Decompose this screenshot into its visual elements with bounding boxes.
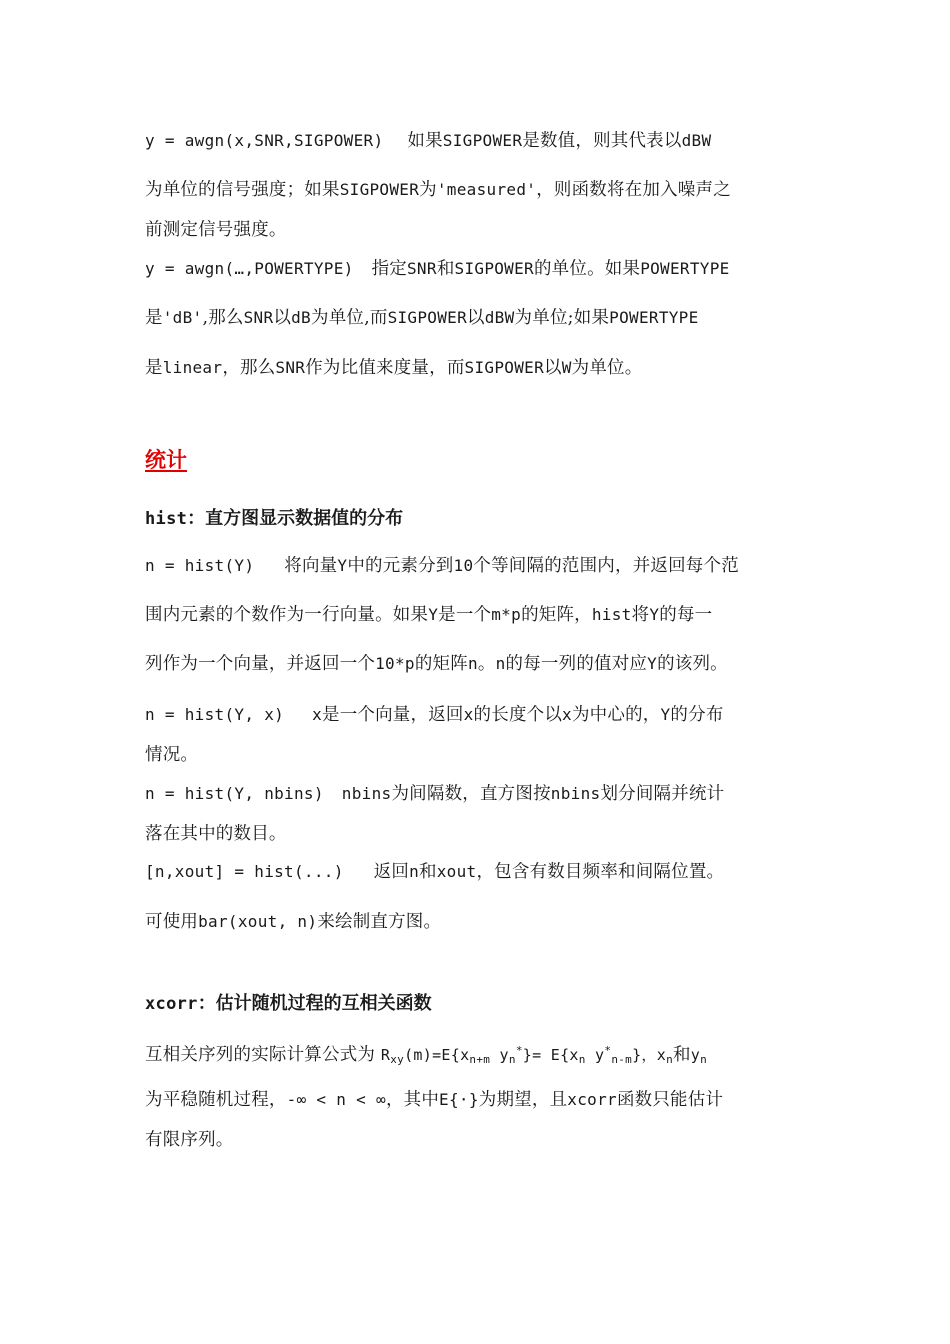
formula-sup: * bbox=[515, 1044, 523, 1057]
code-span: x bbox=[463, 705, 474, 724]
code-span: xout bbox=[436, 862, 477, 881]
code-span: SNR bbox=[407, 259, 437, 278]
text-span: ，则函数将在加入噪声之 bbox=[536, 180, 731, 200]
text-span: 将 bbox=[631, 605, 650, 625]
code-span: n bbox=[467, 654, 478, 673]
text-span: 为单位。 bbox=[571, 358, 643, 378]
code-span: hist bbox=[591, 605, 632, 624]
text-span: 为中心的， bbox=[571, 705, 661, 725]
text-span: 为 bbox=[419, 180, 437, 200]
code-span: xcorr bbox=[567, 1090, 617, 1109]
xcorr-heading bbox=[145, 989, 432, 1015]
text-span: 的单位。如果 bbox=[533, 259, 641, 279]
code-span: SNR bbox=[243, 308, 274, 327]
formula-sup: * bbox=[604, 1044, 612, 1057]
text-span: 作为比值来度量，而 bbox=[305, 358, 465, 378]
formula-part: y bbox=[690, 1046, 701, 1064]
code-span: n = hist(Y) bbox=[145, 556, 255, 575]
code-span: SIGPOWER bbox=[387, 308, 468, 327]
awgn-line-6 bbox=[145, 357, 642, 379]
text-span: 和 bbox=[419, 862, 437, 882]
code-span: -∞ < n < ∞ bbox=[286, 1090, 386, 1109]
awgn-line-4 bbox=[145, 258, 730, 280]
formula-sub: xy bbox=[390, 1053, 405, 1066]
code-span: dB bbox=[291, 308, 311, 327]
text-span: 和 bbox=[436, 259, 455, 279]
formula-sub: n bbox=[508, 1053, 516, 1066]
text-span: 函数只能估计 bbox=[616, 1090, 724, 1110]
awgn-line-5 bbox=[145, 307, 699, 329]
hist-line-3 bbox=[145, 653, 728, 675]
text-span: 的分布 bbox=[670, 705, 724, 725]
code-span: hist bbox=[145, 509, 188, 529]
text-span: 以 bbox=[273, 308, 292, 328]
text-span: 划分间隔并统计 bbox=[600, 784, 725, 804]
text-span: 的该列。 bbox=[657, 654, 728, 674]
text-span: 是一个向量，返回 bbox=[322, 705, 464, 725]
text-span: 为单位的信号强度；如果 bbox=[145, 180, 340, 200]
code-span: Y bbox=[660, 705, 671, 724]
code-span: SIGPOWER bbox=[464, 358, 545, 377]
hist-heading bbox=[145, 504, 403, 530]
hist-line-4 bbox=[145, 704, 724, 726]
text-span: 落在其中的数目。 bbox=[145, 824, 287, 844]
code-span: Y bbox=[649, 605, 660, 624]
text-span: 的每一 bbox=[659, 605, 713, 625]
text-span: 有限序列。 bbox=[145, 1130, 234, 1150]
text-span: 可使用 bbox=[145, 912, 199, 932]
formula-part: R bbox=[380, 1046, 391, 1064]
xcorr-line-3 bbox=[145, 1129, 234, 1151]
text-span: ，其中 bbox=[385, 1090, 440, 1110]
code-span: nbins bbox=[341, 784, 392, 803]
text-span: 返回 bbox=[373, 862, 410, 882]
code-span: n bbox=[409, 862, 419, 881]
code-span: n = hist(Y, x) bbox=[145, 705, 285, 724]
code-span: y = awgn(…,POWERTYPE) bbox=[145, 259, 354, 278]
hist-line-1 bbox=[145, 555, 739, 577]
text-span: 的长度个以 bbox=[473, 705, 563, 725]
code-span: SIGPOWER bbox=[442, 131, 523, 150]
text-span: 为平稳随机过程， bbox=[145, 1090, 287, 1110]
code-span: xcorr bbox=[145, 994, 198, 1014]
code-span: x bbox=[562, 705, 572, 724]
text-span: 为单位,而 bbox=[311, 308, 388, 328]
xcorr-line-2 bbox=[145, 1089, 723, 1111]
text-span: 的矩阵 bbox=[414, 654, 468, 674]
hist-line-8 bbox=[145, 861, 724, 883]
text-span: 的矩阵， bbox=[521, 605, 592, 625]
formula bbox=[381, 1046, 673, 1064]
hist-line-5 bbox=[145, 744, 198, 766]
text-span: 如果 bbox=[407, 131, 443, 151]
text-span: 来绘制直方图。 bbox=[317, 912, 442, 932]
section-title: 统计 bbox=[145, 448, 187, 472]
code-span: x bbox=[312, 705, 322, 724]
code-span: y = awgn(x,SNR,SIGPOWER) bbox=[145, 131, 384, 150]
text-span: 中的元素分到 bbox=[347, 556, 454, 576]
text-span: 情况。 bbox=[145, 745, 199, 765]
code-span: n bbox=[495, 654, 506, 673]
code-span: SNR bbox=[275, 358, 306, 377]
awgn-line-2 bbox=[145, 179, 731, 201]
text-span: 列作为一个向量，并返回一个 bbox=[145, 654, 376, 674]
text-span: 。 bbox=[477, 654, 496, 674]
text-span: 是 bbox=[145, 358, 163, 378]
text-span: 是 bbox=[145, 308, 163, 328]
code-span: 'measured' bbox=[436, 180, 537, 199]
code-span: 10*p bbox=[375, 654, 415, 673]
text-span: 为期望，且 bbox=[478, 1090, 568, 1110]
code-span: dBW bbox=[681, 131, 712, 150]
formula-part: y bbox=[595, 1046, 605, 1064]
hist-line-6 bbox=[145, 783, 724, 805]
code-span: n = hist(Y, nbins) bbox=[145, 784, 324, 803]
code-span: dBW bbox=[484, 308, 515, 327]
text-span: 是一个 bbox=[438, 605, 492, 625]
awgn-line-3 bbox=[145, 219, 287, 241]
text-span: 的每一列的值对应 bbox=[505, 654, 648, 674]
formula-part: }= E{x bbox=[522, 1046, 579, 1064]
text-span: 前测定信号强度。 bbox=[145, 220, 287, 240]
code-span: POWERTYPE bbox=[640, 259, 730, 278]
formula-part: x bbox=[656, 1046, 667, 1064]
xcorr-line-1 bbox=[145, 1040, 707, 1071]
code-span: Y bbox=[428, 605, 439, 624]
text-span: ，那么 bbox=[222, 358, 276, 378]
formula-part: }， bbox=[632, 1046, 657, 1064]
hist-line-7 bbox=[145, 823, 287, 845]
code-span: E{·} bbox=[439, 1090, 479, 1109]
code-span: Y bbox=[647, 654, 658, 673]
text-span: ，包含有数目频率和间隔位置。 bbox=[476, 862, 725, 882]
text-span: 为单位;如果 bbox=[514, 308, 610, 328]
formula-sub: n bbox=[700, 1053, 707, 1066]
hist-line-9 bbox=[145, 911, 441, 933]
code-span: 'dB' bbox=[162, 308, 203, 327]
text-span: 和 bbox=[673, 1045, 691, 1065]
code-span: m*p bbox=[491, 605, 522, 624]
text-span: 以 bbox=[544, 358, 562, 378]
text-span: 为间隔数，直方图按 bbox=[391, 784, 551, 804]
text-span: 个等间隔的范围内，并返回每个范 bbox=[473, 556, 739, 576]
text-span: 围内元素的个数作为一行向量。如果 bbox=[145, 605, 429, 625]
code-span: SIGPOWER bbox=[339, 180, 420, 199]
text-span: 将向量 bbox=[284, 556, 338, 576]
hist-line-2 bbox=[145, 604, 712, 626]
text-span: 互相关序列的实际计算公式为 bbox=[145, 1045, 376, 1065]
code-span: W bbox=[561, 358, 572, 377]
formula-sub: n-m bbox=[611, 1053, 633, 1066]
text-span: ：直方图显示数据值的分布 bbox=[187, 508, 404, 529]
code-span: Y bbox=[337, 556, 348, 575]
awgn-line-1 bbox=[145, 130, 711, 152]
formula-part: y bbox=[499, 1046, 509, 1064]
code-span: SIGPOWER bbox=[454, 259, 534, 278]
text-span: ,那么 bbox=[202, 308, 244, 328]
text-span: 以 bbox=[467, 308, 485, 328]
code-span: nbins bbox=[550, 784, 601, 803]
text-span: ：估计随机过程的互相关函数 bbox=[197, 993, 432, 1014]
code-span: [n,xout] = hist(...) bbox=[145, 862, 344, 881]
code-span: linear bbox=[162, 358, 223, 377]
formula-sub: n bbox=[578, 1053, 586, 1066]
text-span: 是数值，则其代表以 bbox=[522, 131, 682, 151]
formula-sub: n bbox=[666, 1053, 674, 1066]
code-span: POWERTYPE bbox=[609, 308, 699, 327]
text-span: 指定 bbox=[371, 259, 407, 279]
code-span: bar(xout, n) bbox=[198, 912, 318, 931]
code-span: 10 bbox=[453, 556, 474, 575]
formula-sub: n+m bbox=[469, 1053, 491, 1066]
formula-part: (m)=E{x bbox=[404, 1046, 470, 1064]
formula bbox=[691, 1046, 707, 1064]
